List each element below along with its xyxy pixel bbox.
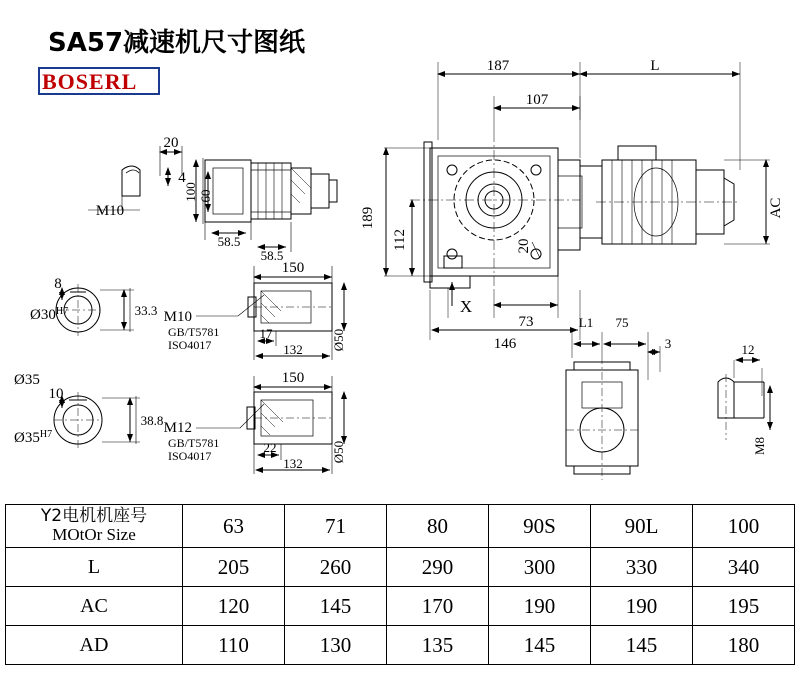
dim-189: 189 — [360, 206, 376, 230]
dim-GB-a: GB/T5781 — [168, 325, 220, 339]
dim-shaft30: $Ø30^{H7}$ — [30, 306, 69, 323]
dim-L: L — [650, 58, 660, 74]
dim-M10-left: M10 — [95, 203, 125, 219]
dim-107: 107 — [525, 92, 549, 108]
cell: 130 — [285, 626, 387, 665]
dim-58-5-b: 58.5 — [260, 248, 284, 263]
row-header-AD: AD — [6, 626, 183, 665]
cell: 190 — [591, 587, 693, 626]
cell: 63 — [183, 505, 285, 548]
dim-10: 10 — [48, 386, 64, 402]
row-header-AC: AC — [6, 587, 183, 626]
dim-20-key: 20 — [163, 135, 179, 151]
dim-132-b: 132 — [283, 456, 303, 471]
cell: 290 — [387, 548, 489, 587]
cell: 110 — [183, 626, 285, 665]
dim-112: 112 — [392, 229, 408, 251]
dim-38-8: 38.8 — [140, 413, 164, 428]
cell: 90L — [591, 505, 693, 548]
dim-shaft35: $Ø35^{H7}$ — [14, 429, 53, 446]
page-title: SA57减速机尺寸图纸 — [48, 28, 306, 58]
dim-75: 75 — [615, 315, 629, 330]
dim-60: 60 — [198, 189, 213, 203]
row-header-en: MOtOr Size — [52, 525, 136, 544]
cell: 300 — [489, 548, 591, 587]
dim-150-a: 150 — [281, 260, 305, 276]
dim-73: 73 — [518, 314, 534, 330]
dim-100: 100 — [183, 182, 198, 202]
table-row — [6, 548, 795, 587]
dim-M10-bolt: M10 — [163, 309, 192, 325]
cell: 260 — [285, 548, 387, 587]
dim-146: 146 — [493, 336, 517, 352]
cell: 135 — [387, 626, 489, 665]
cell: 205 — [183, 548, 285, 587]
cell: 100 — [693, 505, 795, 548]
cell: 340 — [693, 548, 795, 587]
dim-17: 17 — [259, 326, 273, 341]
specification-table — [5, 504, 795, 665]
cell: 190 — [489, 587, 591, 626]
dim-shaft35-label: Ø35 — [14, 372, 40, 388]
dim-58-5-a: 58.5 — [217, 234, 241, 249]
dim-GB-b: GB/T5781 — [168, 436, 220, 450]
table-row — [6, 626, 795, 665]
dim-150-b: 150 — [281, 370, 305, 386]
cell: 80 — [387, 505, 489, 548]
row-header-L: L — [6, 548, 183, 587]
table-row — [6, 587, 795, 626]
cell: 71 — [285, 505, 387, 548]
dim-OD50-a: Ø50 — [331, 328, 346, 352]
dim-3: 3 — [664, 336, 672, 351]
dim-20-main: 20 — [516, 238, 532, 254]
cell: 170 — [387, 587, 489, 626]
dim-M12-bolt: M12 — [163, 420, 192, 436]
table-row — [6, 505, 795, 548]
cell: 195 — [693, 587, 795, 626]
cell: 330 — [591, 548, 693, 587]
dim-L1: L1 — [578, 315, 594, 330]
dim-ISO-b: ISO4017 — [168, 449, 212, 463]
cell: 145 — [285, 587, 387, 626]
cell: 120 — [183, 587, 285, 626]
dim-AC: AC — [768, 197, 784, 219]
dim-12: 12 — [741, 342, 755, 357]
cell: 180 — [693, 626, 795, 665]
label-X: X — [459, 297, 473, 316]
logo-text: BOSERL — [42, 69, 138, 94]
cell: 145 — [591, 626, 693, 665]
dim-ISO-a: ISO4017 — [168, 338, 212, 352]
cell: 145 — [489, 626, 591, 665]
dim-22: 22 — [263, 440, 277, 455]
row-header-motor-size — [6, 505, 183, 548]
dim-4: 4 — [178, 170, 186, 186]
dim-187: 187 — [486, 58, 510, 74]
dim-8: 8 — [54, 276, 62, 292]
dim-OD50-b: Ø50 — [331, 440, 346, 464]
dim-M8: M8 — [752, 436, 767, 456]
dim-33-3: 33.3 — [134, 303, 158, 318]
row-header-cn: Y2电机机座号 — [40, 506, 148, 527]
dim-132-a: 132 — [283, 342, 303, 357]
cell: 90S — [489, 505, 591, 548]
